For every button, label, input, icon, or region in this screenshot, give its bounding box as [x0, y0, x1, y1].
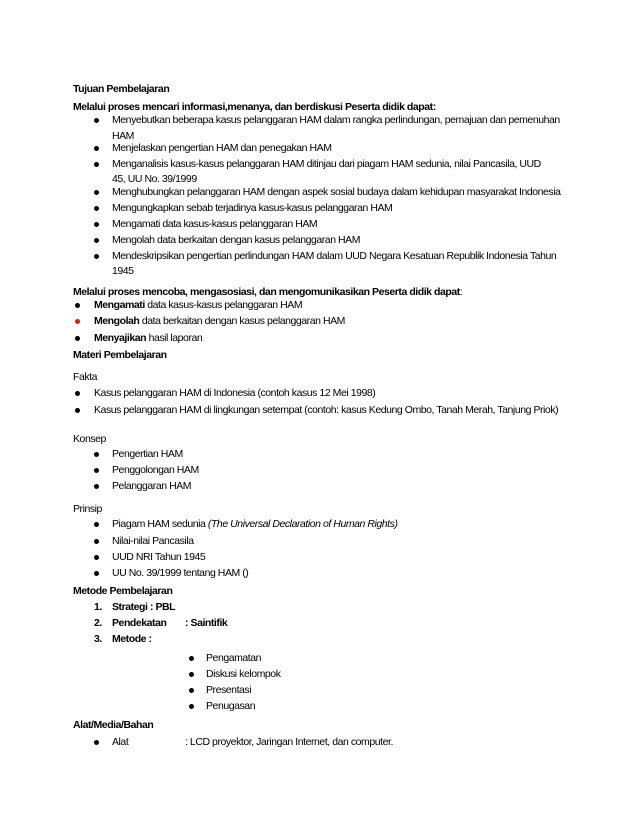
bullet-icon [75, 336, 80, 341]
list-item: UUD NRI Tahun 1945 [112, 551, 206, 563]
bullet-icon [75, 408, 80, 413]
list-item: Pelanggaran HAM [112, 480, 192, 492]
konsep-label: Konsep [73, 433, 106, 445]
list-item-continuation: 1945 [112, 265, 134, 277]
list-item: Mengolah data berkaitan dengan kasus pelanggaran HAM [112, 234, 361, 246]
alat-value: : LCD proyektor, Jaringan Internet, dan computer. [185, 736, 393, 748]
list-item [94, 297, 302, 313]
prinsip-text: Piagam HAM sedunia [112, 518, 208, 530]
list-item: Menyebutkan beberapa kasus pelanggaran HAM dalam rangka perlindungan, pemajuan dan pemenuhan [112, 114, 560, 126]
bullet-icon [94, 452, 99, 457]
list-item: Pengamatan [206, 652, 262, 664]
alat-label: Alat [112, 736, 129, 748]
list-item: Diskusi kelompok [206, 668, 281, 680]
list-item: Menganalisis kasus-kasus pelanggaran HAM ditinjau dari piagam HAM sedunia, nilai Pancasila, UUD [112, 158, 541, 170]
list-item-rest: data berkaitan dengan kasus pelanggaran HAM [139, 315, 345, 327]
metode-item-label: Metode : [112, 633, 152, 645]
list-item: Menjelaskan pengertian HAM dan penegakan HAM [112, 142, 332, 154]
list-item: Presentasi [206, 684, 252, 696]
bullet-icon [189, 656, 194, 661]
list-item [112, 516, 398, 532]
metode-item-number: 2. [94, 617, 102, 629]
list-item: Pengertian HAM [112, 448, 183, 460]
metode-item-label: Strategi : PBL [112, 601, 176, 613]
bullet-icon [75, 319, 80, 324]
section-heading-alat: Alat/Media/Bahan [73, 719, 154, 731]
list-item-bold: Menyajikan [94, 332, 147, 344]
list-item: Mengungkapkan sebab terjadinya kasus-kasus pelanggaran HAM [112, 202, 393, 214]
section-heading-tujuan: Tujuan Pembelajaran [73, 83, 170, 95]
list-item: UU No. 39/1999 tentang HAM () [112, 567, 249, 579]
list-item-rest: hasil laporan [146, 332, 203, 344]
list-item: Penugasan [206, 700, 256, 712]
metode-item-number: 3. [94, 633, 102, 645]
bullet-icon [94, 468, 99, 473]
section-heading-materi: Materi Pembelajaran [73, 349, 167, 361]
metode-item-label: Pendekatan [112, 617, 167, 629]
bullet-icon [94, 254, 99, 259]
list-item [94, 313, 345, 329]
metode-item-number: 1. [94, 601, 102, 613]
bullet-icon [94, 539, 99, 544]
list-item: Kasus pelanggaran HAM di lingkungan setempat (contoh: kasus Kedung Ombo, Tanah Merah, Tanjung Priok) [94, 404, 559, 416]
list-item-continuation: 45, UU No. 39/1999 [112, 173, 197, 185]
prinsip-label: Prinsip [73, 503, 102, 515]
bullet-icon [94, 571, 99, 576]
list-item: Mendeskripsikan pengertian perlindungan HAM dalam UUD Negara Kesatuan Republik Indonesia Tahun [112, 250, 557, 262]
metode-item-value: : Saintifik [185, 617, 228, 629]
bullet-icon [94, 222, 99, 227]
tujuan-intro-1: Melalui proses mencari informasi,menanya, dan berdiskusi Peserta didik dapat: [73, 101, 436, 113]
fakta-label: Fakta [73, 371, 98, 383]
list-item [94, 330, 202, 346]
list-item-bold: Mengamati [94, 299, 145, 311]
list-item: Mengamati data kasus-kasus pelanggaran HAM [112, 218, 318, 230]
bullet-icon [94, 206, 99, 211]
list-item-bold: Mengolah [94, 315, 140, 327]
bullet-icon [94, 238, 99, 243]
bullet-icon [94, 522, 99, 527]
bullet-icon [94, 555, 99, 560]
list-item: Kasus pelanggaran HAM di Indonesia (contoh kasus 12 Mei 1998) [94, 387, 376, 399]
tujuan-intro-2-colon: : [459, 286, 463, 298]
list-item-rest: data kasus-kasus pelanggaran HAM [144, 299, 303, 311]
bullet-icon [75, 391, 80, 396]
tujuan-intro-2-text: Melalui proses mencoba, mengasosiasi, dan mengomunikasikan Peserta didik dapat [73, 286, 460, 298]
bullet-icon [94, 118, 99, 123]
section-heading-metode: Metode Pembelajaran [73, 585, 173, 597]
bullet-icon [94, 484, 99, 489]
list-item: Penggolongan HAM [112, 464, 199, 476]
prinsip-italic-text: (The Universal Declaration of Human Rights) [207, 518, 398, 530]
bullet-icon [94, 190, 99, 195]
list-item: Nilai-nilai Pancasila [112, 535, 194, 547]
list-item-continuation: HAM [112, 130, 134, 142]
list-item: Menghubungkan pelanggaran HAM dengan aspek sosial budaya dalam kehidupan masyarakat Indonesia [112, 186, 561, 198]
bullet-icon [75, 303, 80, 308]
bullet-icon [189, 704, 194, 709]
bullet-icon [189, 688, 194, 693]
bullet-icon [94, 740, 99, 745]
bullet-icon [94, 146, 99, 151]
bullet-icon [94, 162, 99, 167]
bullet-icon [189, 672, 194, 677]
